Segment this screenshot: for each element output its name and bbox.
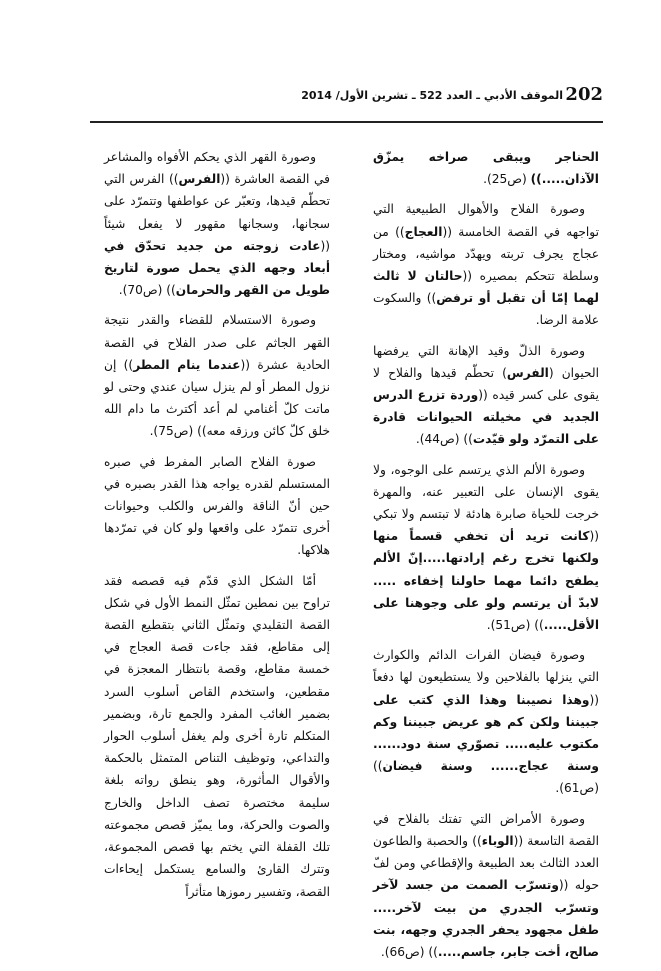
text: )) من عجاج يجرف تربته ويهدّد مواشيه، ومختار وسلطة تتحكم بمصيره (( bbox=[373, 224, 599, 284]
text: )) إن نزول المطر أو لم ينزل سيان عندي وحتى لو ماتت كلّ أغنامي لم أعد أكترث ما دام الله خلق كلّ كائن ورزقه معه)) (ص75). bbox=[104, 357, 330, 439]
quote-bold: كانت تريد أن تخفي قسماً منها ولكنها تخرج رغم إرادتها.....إنّ الألم يطفح دائما مهما حاولنا إخفاءه ..... لابدّ أن يرتسم ولو على وجوهنا على الأقل..... bbox=[373, 529, 599, 633]
text: وصورة الاستسلام للقضاء والقدر نتيجة القهر الجاثم على صدر الفلاح في القصة الحادية عشرة (( bbox=[104, 313, 330, 372]
text: )) الفرس التي تحطّم قيدها، وتعبّر عن عواطفها وتتمرّد على سجانها، وسجانها مقهور لا يفعل شيئاً (( bbox=[104, 172, 330, 253]
paragraph bbox=[373, 459, 599, 637]
story-title: عندما ينام المطر bbox=[133, 357, 241, 372]
text: )) (ص70). bbox=[118, 283, 176, 298]
left-column bbox=[104, 146, 330, 911]
text: وصورة القهر الذي يحكم الأفواه والمشاعر في القصة العاشرة (( bbox=[104, 150, 331, 187]
quote-bold: الحناجر ويبقى صراخه يمزّق الآذان.....)) bbox=[373, 150, 599, 187]
paragraph bbox=[373, 808, 599, 963]
paragraph bbox=[104, 451, 330, 562]
text: صورة الفلاح الصابر المفرط في صبره المستسلم لقدره يواجه هذا القدر بصبره في حين أنّ الناقة والفرس والكلب وحيوانات أخرى تتمرّد على واقعها ولو كان في تمرّدها هلاكها. bbox=[104, 454, 330, 558]
paragraph bbox=[373, 340, 599, 451]
story-title: الفرس bbox=[178, 172, 221, 187]
text: )) (ص61). bbox=[373, 759, 599, 796]
text: )) (ص66). bbox=[380, 944, 438, 959]
paragraph bbox=[373, 146, 599, 190]
paragraph bbox=[104, 570, 330, 903]
running-head: الموقف الأدبي ـ العدد 522 ـ تشرين الأول/ 2014 bbox=[301, 89, 563, 102]
text: )) (ص51). bbox=[486, 618, 544, 633]
text: )) (ص44). bbox=[415, 432, 473, 447]
text: وصورة الذلّ وقيد الإهانة التي يرفضها الحيوان ( bbox=[373, 343, 599, 380]
page-number: 202 bbox=[565, 84, 603, 105]
text: وصورة الفلاح والأهوال الطبيعية التي تواجهه في القصة الخامسة (( bbox=[373, 202, 599, 239]
paragraph bbox=[373, 198, 599, 331]
text: وصورة الألم الذي يرتسم على الوجوه، ولا يقوى الإنسان على التعبير عنه، والمهرة خرجت للحياة صابرة هادئة لا تبتسم ولا تبكي (( bbox=[373, 462, 599, 544]
paragraph bbox=[104, 309, 330, 442]
text: (ص25). bbox=[483, 172, 531, 187]
text: أمّا الشكل الذي قدّم فيه قصصه فقد تراوح بين نمطين تمثّل النمط الأول في شكل القصة التقليدي وتمثّل الثاني بتقطيع القصة إلى مقاطع، فقد جاءت قصة العجاج في خمسة مقاطع، وقصة بانتظار المعجزة في مقطعين، واستخدم القاص أسلوب السرد بضمير الغائب المفرد والجمع تارة، وبضمير المتكلم تارة أخرى ولم يغفل أسلوب الحوار والتداعي، وتوظيف التناص المتمثل بالحكمة والأقوال المأثورة، وهو ينطق رواته بلغة سليمة مختصرة تصف الداخل والخارج والصوت والحركة، وما يميّز قصص مجموعته تلك القفلة التي يختم بها قصص المجموعة، وتترك القارئ والسامع يستكمل إيحاءات القصة، وتفسير رموزها متأثراً bbox=[104, 573, 330, 899]
quote-bold: وردة تزرع الدرس الجديد في مخيلته الحيوانات قادرة على التمرّد ولو قيّدت bbox=[373, 388, 599, 447]
quote-bold: عادت زوجته من جديد تحدّق في أبعاد وجهه الذي يحمل صورة لتاريخ طويل من القهر والحرمان bbox=[104, 238, 330, 298]
quote-bold: وهذا نصيبنا وهذا الذي كتب على جبيننا ولكن كم هو عريض جبيننا وكم مكتوب عليه..... تصوّري سنة دود...... وسنة عجاج...... وسنة فيضان bbox=[373, 692, 599, 774]
text: ) تحطّم قيدها والفلاح لا يقوى على كسر قيده (( bbox=[373, 365, 599, 403]
text: )) والسكوت علامة الرضا. bbox=[373, 291, 599, 328]
header-rule bbox=[90, 121, 603, 123]
text: )) والحصبة والطاعون العدد الثالث بعد الطبيعة والإقطاعي ومن لفّ حوله (( bbox=[373, 833, 599, 893]
story-title: العجاج bbox=[404, 224, 443, 239]
page-header bbox=[90, 84, 603, 110]
text: وصورة فيضان الفرات الدائم والكوارث التي ينزلها بالفلاحين ولا يستطيعون لها دفعاً (( bbox=[373, 648, 599, 707]
quote-bold: حالتان لا ثالث لهما إمّا أن تقبل أو ترفض bbox=[373, 269, 599, 306]
paragraph bbox=[104, 146, 330, 301]
story-title: الفرس bbox=[506, 365, 549, 380]
text: وصورة الأمراض التي تفتك بالفلاح في القصة التاسعة (( bbox=[373, 811, 599, 848]
right-column bbox=[373, 146, 599, 971]
story-title: الوباء bbox=[481, 833, 514, 848]
quote-bold: وتسرّب الصمت من جسد لآخر وتسرّب الجدري من بيت لآخر..... طفل مجهود يحفر الجدري وجهه، بنت صالح، أخت جابر، جاسم..... bbox=[373, 878, 599, 959]
paragraph bbox=[373, 644, 599, 799]
